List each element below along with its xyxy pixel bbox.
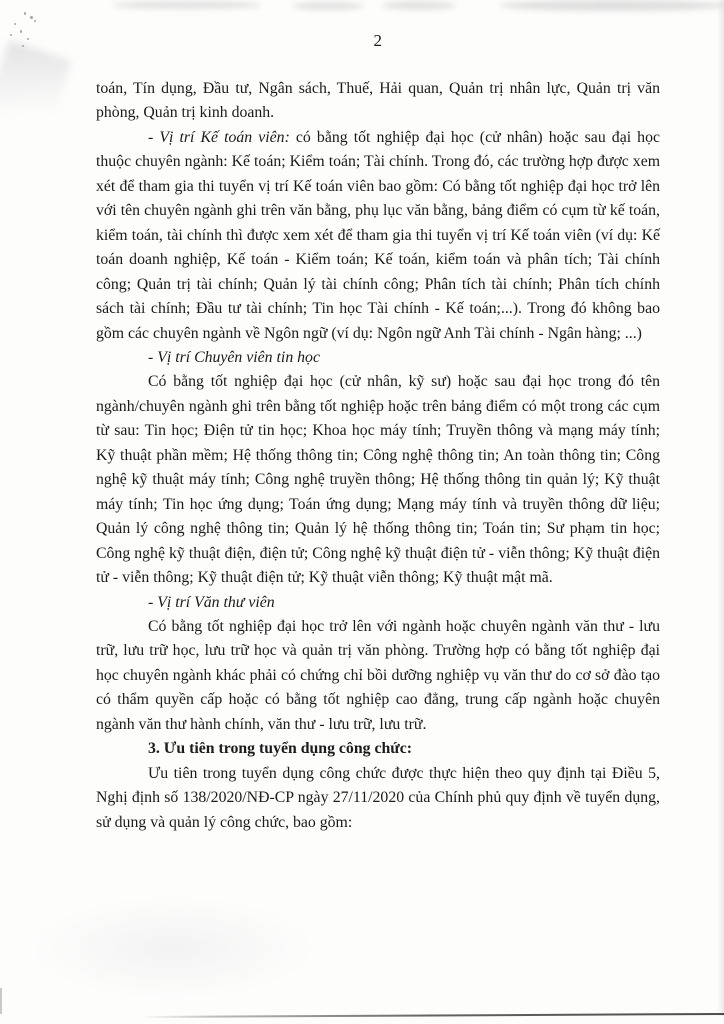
paragraph-van-thu-vien-requirements — [96, 615, 660, 737]
scan-smudge-bottom-left — [28, 896, 318, 1000]
document-body — [96, 77, 660, 835]
paragraph-continuation — [96, 77, 660, 126]
paragraph-text: Có bằng tốt nghiệp đại học (cử nhân, kỹ sư) hoặc sau đại học trong đó tên ngành/chuyên ngành ghi trên bằng tốt nghiệp hoặc trên bảng điểm có một trong các cụm từ sau: Tin học; Điện tử tin học; Khoa học máy tính; Truyền thông và mạng máy tính; Kỹ thuật phần mềm; Hệ thống thông tin; Công nghệ thông tin; An toàn thông tin; Công nghệ kỹ thuật máy tính; Công nghệ truyền thông; Hệ thống thông tin quản lý; Kỹ thuật máy tính; Tin học ứng dụng; Toán ứng dụng; Mạng máy tính và truyền thông dữ liệu; Quản lý công nghệ thông tin; Quản lý hệ thống thông tin; Toán tin; Sư phạm tin học; Công nghệ kỹ thuật điện, điện tử; Công nghệ kỹ thuật điện tử - viễn thông; Kỹ thuật điện tử - viễn thông; Kỹ thuật điện tử; Kỹ thuật viễn thông; Kỹ thuật mật mã. — [96, 373, 660, 587]
section-heading-uu-tien — [96, 737, 660, 761]
paragraph-text: Ưu tiên trong tuyển dụng công chức được thực hiện theo quy định tại Điều 5, Nghị định số 138/2020/NĐ-CP ngày 27/11/2020 của Chính phủ quy định về tuyển dụng, sử dụng và quản lý công chức, bao gồm: — [96, 764, 660, 831]
scan-speckle — [14, 23, 16, 25]
page-right-edge-shadow — [717, 0, 724, 1016]
position-heading-italic: - Vị trí Kế toán viên: — [148, 128, 290, 146]
scan-smudge-top — [112, 1, 262, 9]
scan-speckle — [20, 30, 22, 33]
scan-corner-smear — [0, 40, 72, 156]
scan-smudge-top — [382, 1, 456, 10]
paragraph-position-ke-toan-vien — [96, 126, 660, 346]
paragraph-uu-tien-body — [96, 762, 660, 835]
page-number: 2 — [373, 31, 383, 50]
position-heading-italic: - Vị trí Văn thư viên — [148, 593, 275, 611]
paragraph-text: toán, Tín dụng, Đầu tư, Ngân sách, Thuế, Hải quan, Quản trị nhân lực, Quản trị văn phòng, Quản trị kinh doanh. — [96, 80, 660, 122]
paragraph-text: có bằng tốt nghiệp đại học (cử nhân) hoặc sau đại học thuộc chuyên ngành: Kế toán; Kiểm toán; Tài chính. Trong đó, các trường hợp được xem xét để tham gia thi tuyển vị trí Kế toán viên bao gồm: Có bằng tốt nghiệp đại học trở lên với tên chuyên ngành ghi trên văn bằng, phụ lục văn bằng, bảng điểm có cụm từ kế toán, kiểm toán, tài chính thì được xem xét để tham gia thi tuyển vị trí Kế toán viên (ví dụ: Kế toán doanh nghiệp, Kế toán - Kiểm toán; Kế toán, kiểm toán và phân tích; Tài chính công; Quản trị tài chính; Quản lý tài chính công; Phân tích tài chính; Phân tích chính sách tài chính; Đầu tư tài chính; Tin học Tài chính - Kế toán;...). Trong đó không bao gồm các chuyên ngành về Ngôn ngữ (ví dụ: Ngôn ngữ Anh Tài chính - Ngân hàng; ...) — [96, 128, 660, 342]
paragraph-text: Có bằng tốt nghiệp đại học trở lên với ngành hoặc chuyên ngành văn thư - lưu trữ, lưu trữ học, lưu trữ học và quản trị văn phòng. Trường hợp có bằng tốt nghiệp đại học chuyên ngành khác phải có chứng chỉ bồi dưỡng nghiệp vụ văn thư do cơ sở đào tạo có thẩm quyền cấp hoặc có bằng tốt nghiệp cao đẳng, trung cấp ngành hoặc chuyên ngành văn thư hành chính, văn thư - lưu trữ, lưu trữ. — [96, 617, 660, 733]
scan-smudge-top — [500, 0, 724, 11]
scan-speckle — [10, 34, 12, 36]
position-heading-italic: - Vị trí Chuyên viên tin học — [148, 348, 320, 366]
paragraph-position-van-thu-vien-heading — [96, 591, 660, 615]
scan-speckle — [30, 16, 33, 19]
scan-smudge-top — [292, 2, 364, 10]
scan-speckle — [24, 12, 26, 15]
scan-speckle — [27, 38, 29, 40]
paragraph-chuyen-vien-tin-hoc-requirements — [96, 370, 660, 590]
section-heading-bold: 3. Ưu tiên trong tuyển dụng công chức: — [148, 740, 413, 758]
paragraph-position-chuyen-vien-tin-hoc-heading — [96, 346, 660, 370]
page-bottom-edge-shadow — [140, 1013, 724, 1018]
scan-speckle — [34, 20, 36, 22]
page-left-edge-mark — [0, 988, 2, 1014]
